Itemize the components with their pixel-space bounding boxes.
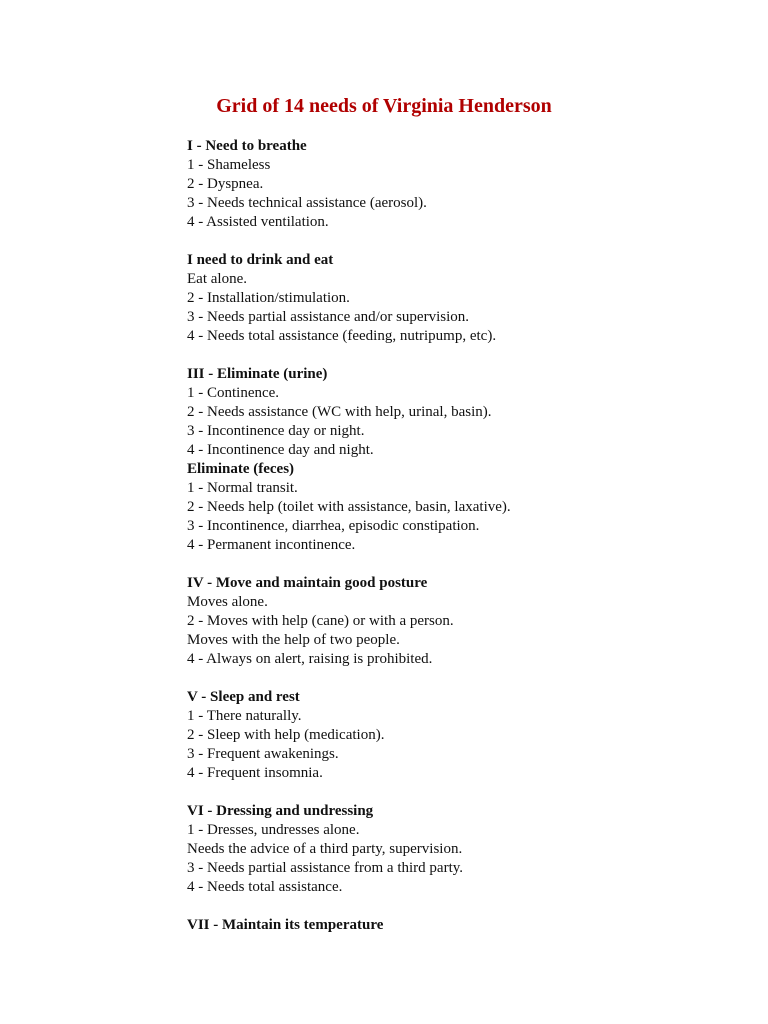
section-temperature xyxy=(187,916,747,935)
section-item: 4 - Assisted ventilation. xyxy=(187,214,329,230)
section-heading: V - Sleep and rest xyxy=(187,689,300,705)
section-item: 1 - Continence. xyxy=(187,385,280,401)
section-item: 2 - Dyspnea. xyxy=(187,176,264,192)
section-heading: VI - Dressing and undressing xyxy=(187,803,374,819)
document-body xyxy=(187,137,747,954)
section-item: 2 - Moves with help (cane) or with a person. xyxy=(187,613,454,629)
section-item: 3 - Needs partial assistance from a third party. xyxy=(187,860,464,876)
section-item: 2 - Installation/stimulation. xyxy=(187,290,350,306)
section-heading: I - Need to breathe xyxy=(187,138,307,154)
section-item: 3 - Incontinence, diarrhea, episodic constipation. xyxy=(187,518,480,534)
section-item: 2 - Needs assistance (WC with help, urinal, basin). xyxy=(187,404,492,420)
section-item: 3 - Needs partial assistance and/or supervision. xyxy=(187,309,470,325)
section-item: 1 - Dresses, undresses alone. xyxy=(187,822,360,838)
section-item: Moves with the help of two people. xyxy=(187,632,400,648)
section-item: 3 - Needs technical assistance (aerosol). xyxy=(187,195,427,211)
section-item: 4 - Needs total assistance. xyxy=(187,879,343,895)
section-item: 1 - Shameless xyxy=(187,157,271,173)
section-move-posture xyxy=(187,574,747,669)
section-item: Eat alone. xyxy=(187,271,247,287)
section-item: 4 - Always on alert, raising is prohibited. xyxy=(187,651,433,667)
section-heading: III - Eliminate (urine) xyxy=(187,366,328,382)
section-item: 4 - Frequent insomnia. xyxy=(187,765,323,781)
section-heading: Eliminate (feces) xyxy=(187,461,295,477)
section-heading: IV - Move and maintain good posture xyxy=(187,575,428,591)
section-item: Needs the advice of a third party, supervision. xyxy=(187,841,463,857)
section-item: Moves alone. xyxy=(187,594,268,610)
section-item: 4 - Needs total assistance (feeding, nutripump, etc). xyxy=(187,328,497,344)
section-eliminate-urine xyxy=(187,365,747,460)
section-drink-eat xyxy=(187,251,747,346)
document-title: Grid of 14 needs of Virginia Henderson xyxy=(216,95,552,117)
section-dressing xyxy=(187,802,747,897)
section-item: 3 - Incontinence day or night. xyxy=(187,423,365,439)
section-heading: VII - Maintain its temperature xyxy=(187,917,384,933)
section-item: 2 - Sleep with help (medication). xyxy=(187,727,385,743)
section-item: 2 - Needs help (toilet with assistance, basin, laxative). xyxy=(187,499,511,515)
section-sleep-rest xyxy=(187,688,747,783)
section-item: 4 - Incontinence day and night. xyxy=(187,442,374,458)
section-eliminate-feces xyxy=(187,460,747,555)
section-item: 4 - Permanent incontinence. xyxy=(187,537,356,553)
section-item: 3 - Frequent awakenings. xyxy=(187,746,339,762)
section-item: 1 - Normal transit. xyxy=(187,480,298,496)
section-heading: I need to drink and eat xyxy=(187,252,334,268)
section-breathe xyxy=(187,137,747,232)
section-item: 1 - There naturally. xyxy=(187,708,302,724)
